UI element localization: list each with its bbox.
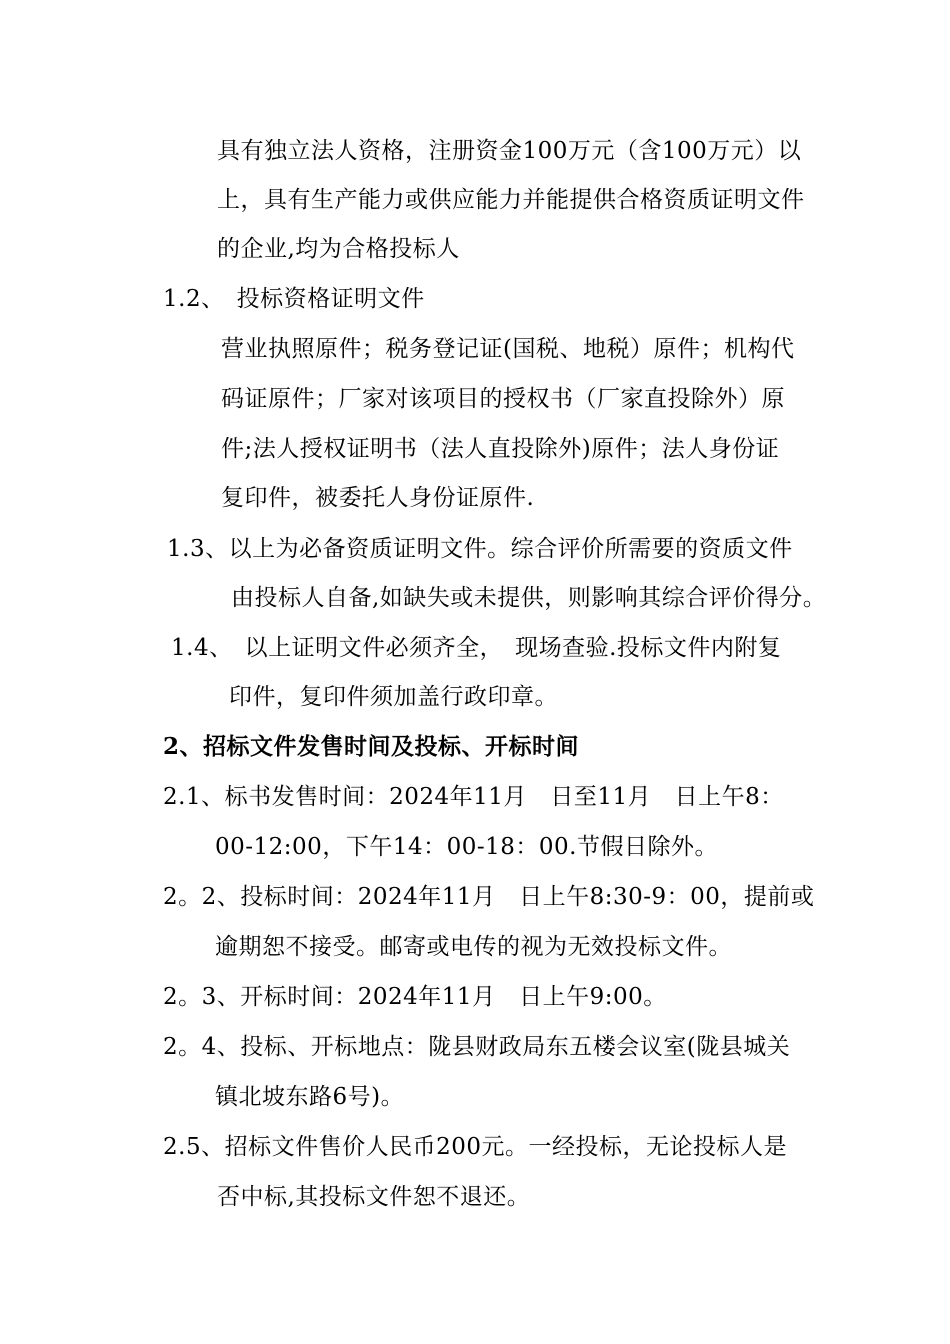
para-1-line-2: 上，具有生产能力或供应能力并能提供合格资质证明文件 <box>217 187 805 213</box>
item-1-2-body-4: 复印件，被委托人身份证原件. <box>221 485 535 511</box>
item-1-4-line-2: 印件，复印件须加盖行政印章。 <box>229 684 558 710</box>
item-2-4-line-2: 镇北坡东路6号)。 <box>215 1084 405 1110</box>
item-2-1-line-1: 2.1、标书发售时间：2024年11月 日至11月 日上午8： <box>163 784 784 810</box>
item-2-2-line-1: 2。2、投标时间：2024年11月 日上午8:30-9：00，提前或 <box>163 884 815 910</box>
item-2-4-line-1: 2。4、投标、开标地点：陇县财政局东五楼会议室(陇县城关 <box>163 1034 791 1060</box>
item-2-2-line-2: 逾期恕不接受。邮寄或电传的视为无效投标文件。 <box>215 934 732 960</box>
item-2-5-line-2: 否中标,其投标文件恕不退还。 <box>217 1184 531 1210</box>
item-2-1-line-2: 00-12:00，下午14：00-18：00.节假日除外。 <box>215 834 718 860</box>
item-2-3-line-1: 2。3、开标时间：2024年11月 日上午9:00。 <box>163 984 667 1010</box>
item-1-2-body-2: 码证原件；厂家对该项目的授权书（厂家直投除外）原 <box>221 386 785 412</box>
item-1-3-line-2: 由投标人自备,如缺失或未提供，则影响其综合评价得分。 <box>231 585 827 611</box>
item-2-5-line-1: 2.5、招标文件售价人民币200元。一经投标，无论投标人是 <box>163 1134 787 1160</box>
item-1-2-body-1: 营业执照原件；税务登记证(国税、地税）原件；机构代 <box>221 336 795 362</box>
item-1-2-title: 1.2、 投标资格证明文件 <box>163 286 425 312</box>
section-2-heading: 2、招标文件发售时间及投标、开标时间 <box>163 733 580 760</box>
para-1-line-3: 的企业,均为合格投标人 <box>217 236 460 262</box>
para-1-line-1: 具有独立法人资格，注册资金100万元（含100万元）以 <box>217 138 802 164</box>
item-1-2-body-3: 件;法人授权证明书（法人直投除外)原件；法人身份证 <box>221 436 780 462</box>
item-1-4-line-1: 1.4、 以上证明文件必须齐全， 现场查验.投标文件内附复 <box>171 635 782 661</box>
item-1-3-line-1: 1.3、以上为必备资质证明文件。综合评价所需要的资质文件 <box>167 536 793 562</box>
